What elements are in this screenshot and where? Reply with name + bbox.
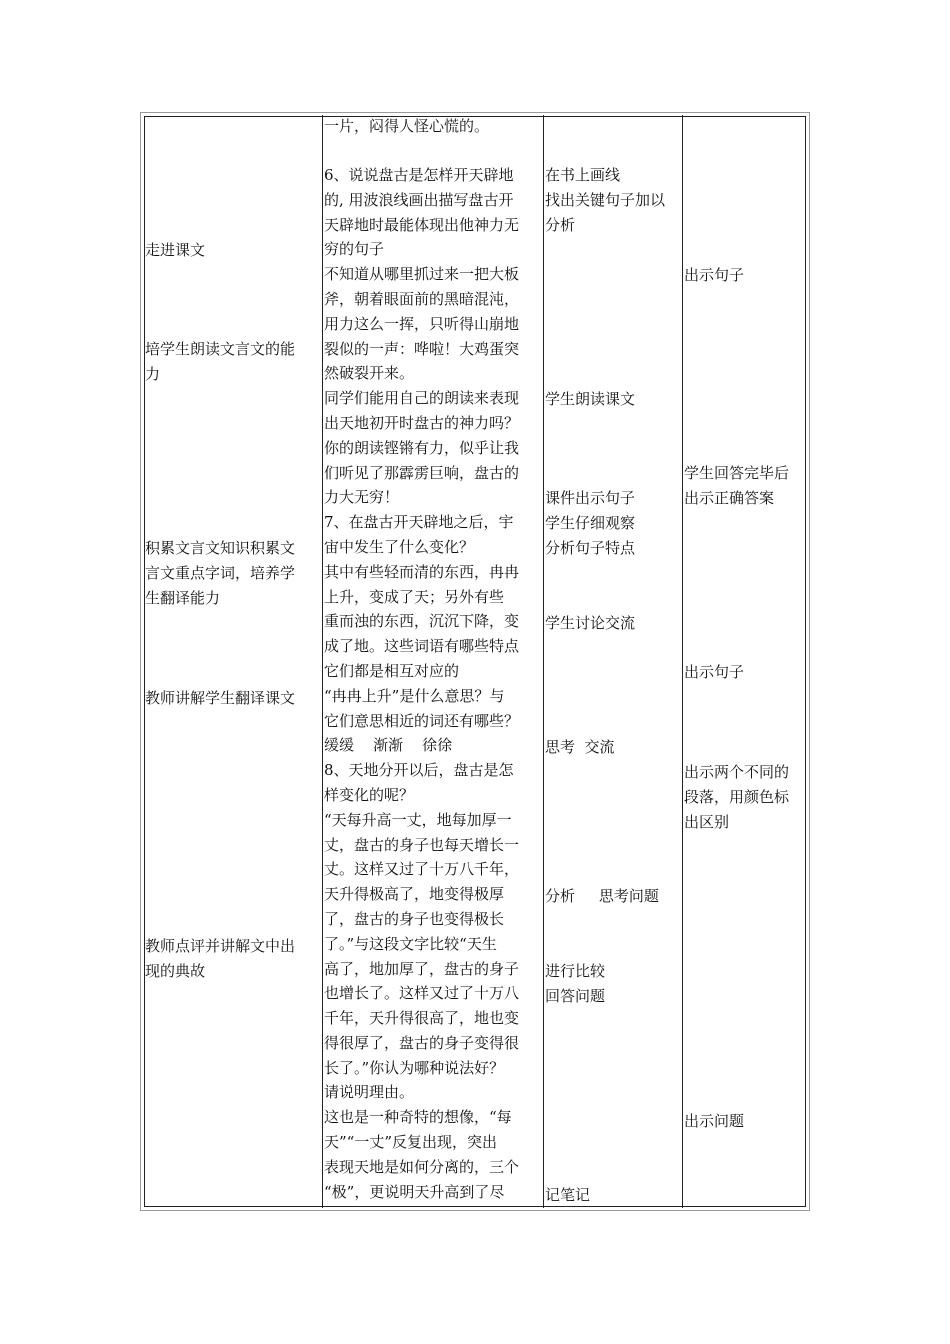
student-activity-cell: 记笔记 xyxy=(545,1186,591,1204)
student-activity-cell: 在书上画线 找出关键句子加以 分析 xyxy=(545,166,666,234)
student-activity-cell: 课件出示句子 学生仔细观察 分析句子特点 xyxy=(545,489,636,557)
content-line: 天辟地时最能体现出他神力无 xyxy=(324,215,520,234)
column-divider-1 xyxy=(322,115,323,1208)
content-cell: 一片，闷得人怪心慌的。 xyxy=(324,117,490,135)
content-line: 用力这么一挥，只听得山崩地 xyxy=(324,314,520,333)
content-line: 天”“一丈”反复出现，突出 xyxy=(324,1133,498,1152)
content-line: “天每升高一丈，地每加厚一 xyxy=(324,810,512,829)
content-line: 们听见了那霹雳巨响，盘古的 xyxy=(324,463,520,482)
content-line: 得很厚了，盘古的身子变得很 xyxy=(324,1033,520,1052)
teacher-note-cell: 出示问题 xyxy=(684,1112,745,1130)
objective-cell: 积累文言文知识积累文 言文重点字词，培养学 生翻译能力 xyxy=(145,539,296,607)
content-line: 高了，地加厚了，盘古的身子 xyxy=(324,959,520,978)
teacher-note-cell: 学生回答完毕后 出示正确答案 xyxy=(684,464,790,507)
objective-cell: 培学生朗读文言文的能 力 xyxy=(145,340,296,383)
teacher-note-cell: 出示句子 xyxy=(684,266,745,284)
content-line: 了。”与这段文字比较“天生 xyxy=(324,934,497,953)
student-activity-cell: 学生朗读课文 xyxy=(545,390,636,408)
content-cell xyxy=(324,163,519,1204)
column-divider-3 xyxy=(682,115,683,1208)
content-line: 裂似的一声：哗啦！大鸡蛋突 xyxy=(324,339,520,358)
content-line: “冉冉上升”是什么意思？与 xyxy=(324,686,505,705)
content-line: 上升，变成了天；另外有些 xyxy=(324,587,505,606)
content-line: 丈，盘古的身子也每天增长一 xyxy=(324,835,520,854)
content-line: 了，盘古的身子也变得极长 xyxy=(324,909,505,928)
teacher-note-cell: 出示句子 xyxy=(684,663,745,681)
objective-cell: 走进课文 xyxy=(145,241,206,259)
content-line: 也增长了。这样又过了十万八 xyxy=(324,984,520,1003)
content-line: 千年，天升得很高了，地也变 xyxy=(324,1009,520,1028)
column-divider-2 xyxy=(543,115,544,1208)
student-activity-cell: 思考 交流 xyxy=(545,738,615,756)
content-line: 其中有些轻而清的东西，冉冉 xyxy=(324,562,520,581)
content-line: “极”，更说明天升高到了尽 xyxy=(324,1182,505,1201)
content-line: 重而浊的东西，沉沉下降，变 xyxy=(324,612,520,631)
student-activity-cell: 分析 思考问题 xyxy=(545,887,659,905)
content-line: 7、在盘古开天辟地之后，宇 xyxy=(324,513,514,532)
content-line: 同学们能用自己的朗读来表现 xyxy=(324,389,520,408)
content-line: 穷的句子 xyxy=(324,240,385,259)
content-line: 6、说说盘古是怎样开天辟地 xyxy=(324,166,514,184)
content-line: 样变化的呢？ xyxy=(324,785,415,804)
content-line: 成了地。这些词语有哪些特点 xyxy=(324,637,520,656)
student-activity-cell: 进行比较 回答问题 xyxy=(545,962,606,1005)
content-line: 8、天地分开以后，盘古是怎 xyxy=(324,761,514,780)
content-line: 它们都是相互对应的 xyxy=(324,661,460,680)
content-line: 然破裂开来。 xyxy=(324,364,415,383)
content-line: 缓缓 渐渐 徐徐 xyxy=(324,736,453,755)
content-line: 长了。”你认为哪种说法好？ xyxy=(324,1058,505,1077)
objective-cell: 教师点评并讲解文中出 现的典故 xyxy=(145,937,296,980)
content-line: 丈。这样又过了十万八千年， xyxy=(324,860,520,879)
content-line: 表现天地是如何分离的，三个 xyxy=(324,1157,520,1176)
content-line: 斧，朝着眼面前的黑暗混沌， xyxy=(324,289,520,308)
content-line: 它们意思相近的词还有哪些？ xyxy=(324,711,520,730)
content-line: 力大无穷！ xyxy=(324,488,400,507)
teacher-note-cell: 出示两个不同的 段落，用颜色标 出区别 xyxy=(684,763,790,831)
content-line: 出天地初开时盘古的神力吗？ xyxy=(324,413,520,432)
content-line: 的, 用波浪线画出描写盘古开 xyxy=(324,190,514,209)
content-line: 请说明理由。 xyxy=(324,1083,415,1102)
student-activity-cell: 学生讨论交流 xyxy=(545,614,636,632)
content-line: 宙中发生了什么变化？ xyxy=(324,537,475,556)
content-line: 天升得极高了，地变得极厚 xyxy=(324,885,505,904)
content-line: 这也是一种奇特的想像，“每 xyxy=(324,1108,512,1127)
content-line: 不知道从哪里抓过来一把大板 xyxy=(324,265,520,284)
objective-cell: 教师讲解学生翻译课文 xyxy=(145,689,296,707)
content-line: 你的朗读铿锵有力，似乎让我 xyxy=(324,438,520,457)
